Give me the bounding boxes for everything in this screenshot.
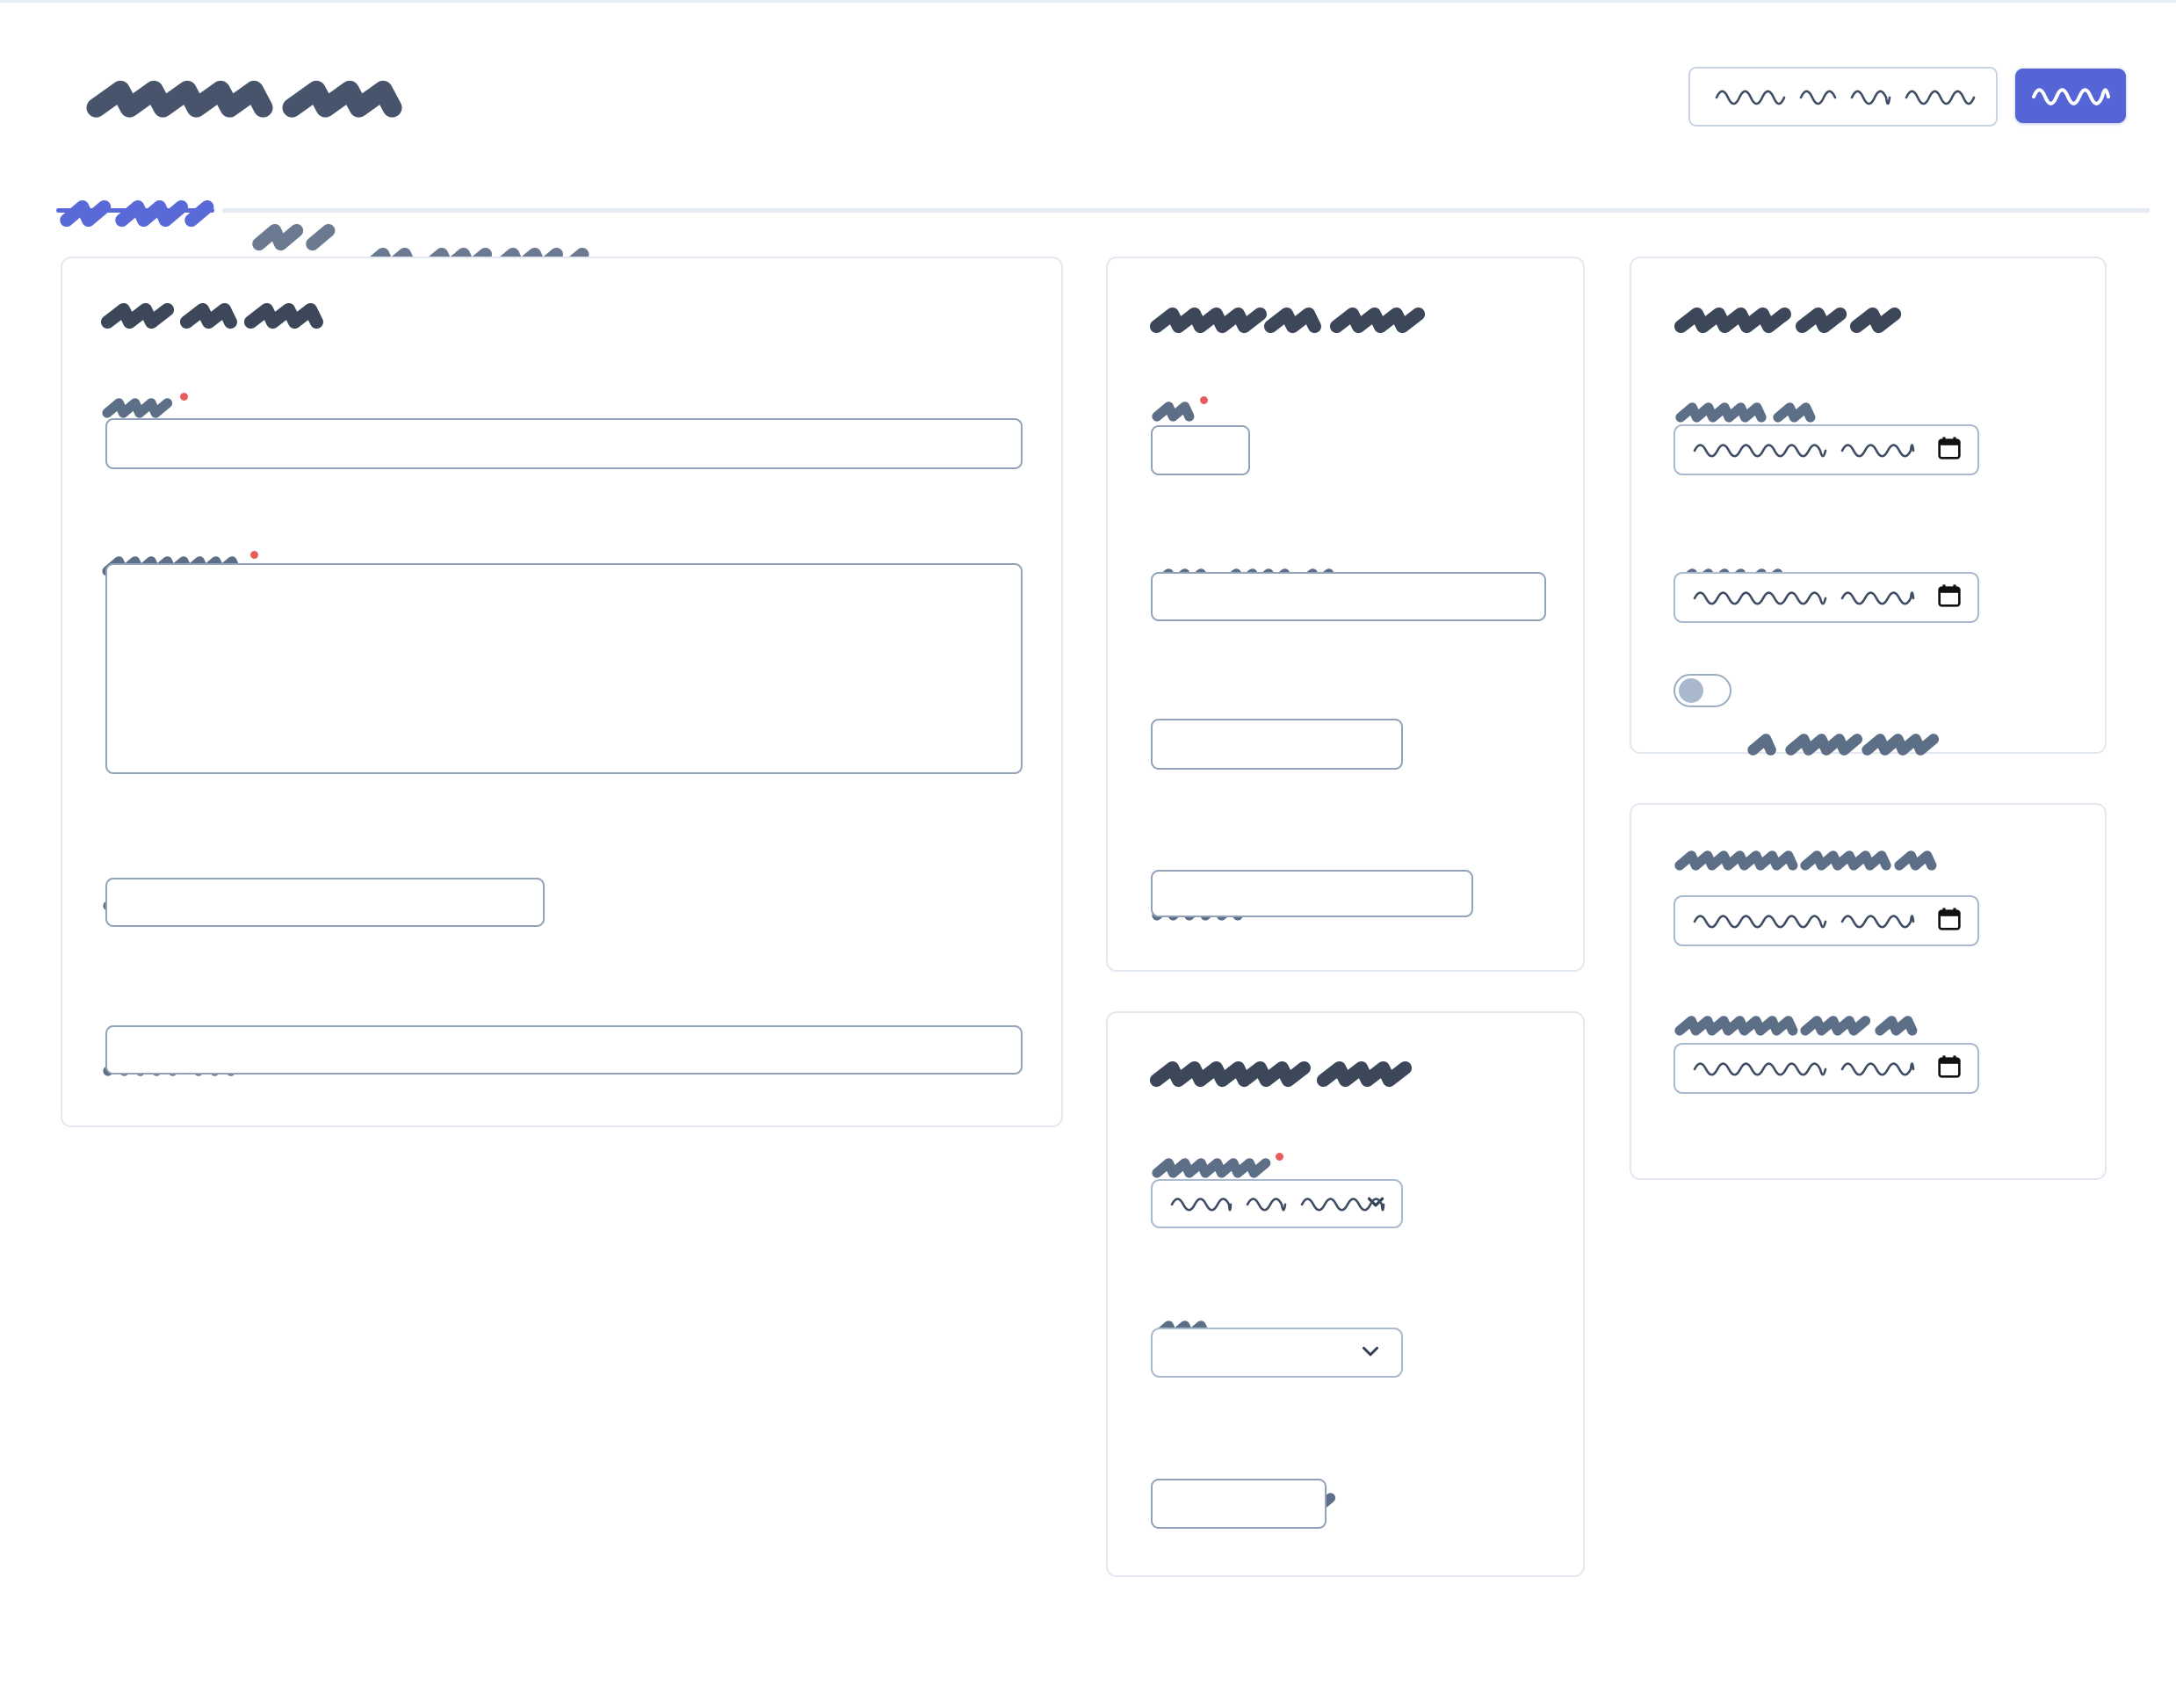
primary-action-button[interactable] [2015, 69, 2126, 123]
date-value [1693, 1060, 1914, 1076]
field-label [1675, 1017, 2149, 1034]
field-label [103, 399, 1102, 416]
card-middle-top [1106, 257, 1585, 972]
text-input[interactable] [1151, 1479, 1327, 1529]
required-dot [1200, 396, 1208, 404]
required-dot [1276, 1153, 1283, 1161]
text-input[interactable] [105, 878, 545, 927]
text-input[interactable] [1151, 572, 1546, 621]
card-right-bottom [1630, 803, 2107, 1180]
date-value [1693, 442, 1914, 458]
toggle-switch[interactable] [1674, 674, 1731, 707]
tabs-divider [222, 208, 2150, 213]
date-value [1693, 590, 1914, 605]
tab-1[interactable] [61, 201, 2176, 225]
field-label [1153, 402, 1628, 420]
page-top-divider [0, 0, 2176, 3]
calendar-icon[interactable] [1935, 1053, 1963, 1085]
tab-2[interactable] [253, 225, 2176, 249]
text-input[interactable] [105, 418, 1023, 469]
select-input[interactable] [1151, 1328, 1403, 1378]
date-input[interactable] [1674, 572, 1979, 623]
select-value [1170, 1196, 1384, 1212]
text-input[interactable] [1151, 870, 1473, 917]
field-label [1676, 403, 2150, 421]
field-label [1153, 1159, 1628, 1176]
primary-action-label [2032, 86, 2109, 105]
textarea-input[interactable] [105, 563, 1023, 774]
date-input[interactable] [1674, 1043, 1979, 1094]
select-input[interactable] [1151, 1179, 1403, 1228]
text-input[interactable] [105, 1025, 1023, 1075]
text-input[interactable] [1151, 719, 1403, 770]
required-dot [180, 393, 188, 401]
calendar-icon[interactable] [1935, 582, 1963, 614]
date-input[interactable] [1674, 424, 1979, 475]
card-right-top [1630, 257, 2107, 754]
toggle-label [1748, 735, 2176, 754]
card-middle-top-title [1151, 308, 1626, 331]
active-tab-indicator [56, 208, 214, 213]
search-placeholder [1715, 88, 1975, 105]
field-label [1675, 851, 2149, 869]
card-left [61, 257, 1063, 1127]
date-input[interactable] [1674, 895, 1979, 946]
card-right-top-title [1675, 308, 2149, 331]
card-middle-bottom-title [1151, 1062, 1626, 1085]
calendar-icon[interactable] [1935, 905, 1963, 937]
required-dot [250, 551, 258, 559]
card-left-title [102, 304, 1101, 327]
text-input[interactable] [1151, 425, 1250, 475]
calendar-icon[interactable] [1935, 434, 1963, 467]
card-middle-bottom [1106, 1011, 1585, 1577]
date-value [1693, 913, 1914, 929]
toggle-knob [1679, 678, 1703, 703]
search-input[interactable] [1688, 67, 1998, 127]
chevron-down-icon [1357, 1337, 1384, 1368]
